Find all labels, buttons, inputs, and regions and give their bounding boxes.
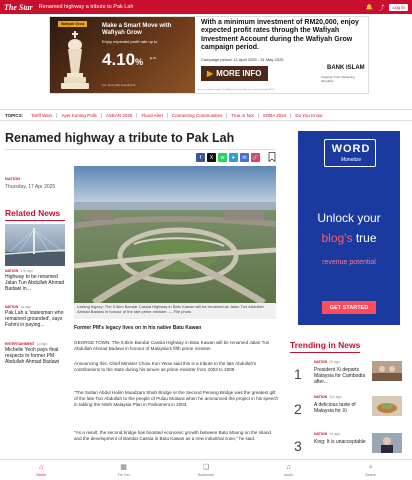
topic-link[interactable]: ASEAN 2025 (101, 113, 137, 118)
article-section-tag[interactable]: NATION (5, 176, 21, 181)
trending-thumbnail (372, 433, 402, 453)
for-you-icon: ▦ (120, 463, 127, 471)
facebook-icon[interactable]: f (196, 153, 205, 162)
article-paragraph: Announcing this, Chief Minister Chow Kon Yeow said this is a tribute to the late Abdullah's contributions to the state during his tenure as prime minister from 2003 to 2009. (74, 361, 257, 372)
ad-rate-pa: p.a. (150, 55, 157, 60)
divider (290, 352, 360, 353)
nav-for-you[interactable] (82, 460, 164, 480)
topics-label: TOPICS: (5, 112, 24, 118)
nav-label: Bookmark (198, 472, 214, 477)
share-buttons (196, 153, 260, 162)
article-date: Thursday, 17 Apr 2025 (5, 184, 56, 190)
trending-item[interactable]: 3 NATION 1d ago King: It is unacceptable (290, 432, 402, 464)
ad-campaign-period: Campaign period: 11 April 2025 - 31 May 2025 (201, 57, 284, 62)
trending-item[interactable]: 1 NATION 2h ago President Xi departs Malaysia for Cambodia after... (290, 360, 402, 392)
ad-rate: 4.10% (102, 50, 144, 69)
article-paragraph: "The Sultan Abdul Halim Muadzam Shah Bridge or the Second Penang Bridge was the greatest gift of the late Tun Abdullah to the people of Pulau Mutiara when he announced the project in his speech in tabling the Ninth Malaysia Plan in Parliament in 2003. (74, 390, 279, 407)
nav-search[interactable] (330, 460, 412, 480)
topics-bar (0, 109, 412, 121)
site-logo[interactable]: The Star (4, 2, 33, 12)
side-ad-line2: blog's true (321, 231, 377, 245)
nav-label: For You (117, 472, 130, 477)
article-headline: Renamed highway a tribute to Pak Lah (5, 131, 235, 145)
ad-bank-logo: BANK ISLAM (327, 65, 365, 71)
bell-icon[interactable]: 🔔 (365, 4, 374, 11)
side-ad-line3: revenue potential (322, 259, 376, 266)
topic-link[interactable]: Tariff Wars (31, 112, 53, 118)
trending-thumbnail (372, 396, 402, 416)
ad-bank-tagline: Inspiring Trust. Reflecting Simplicity. (321, 75, 355, 83)
ad-tenure-note: For 12-month investment (102, 83, 136, 87)
topic-link[interactable]: True or Not (226, 113, 258, 118)
side-ad-logo: WORD Monetize (324, 139, 376, 167)
topic-link[interactable]: Ayer Kuning Polls (56, 113, 100, 118)
photo-caption: Lasting legacy: The 5.5km Bandar Cassia Highway in Batu Kawan will be renamed as Jalan Tun Abdullah Ahmad Badawi in honour of the late prime minister. — File photo (74, 303, 276, 319)
home-icon: ⌂ (39, 463, 44, 471)
topbar-actions (365, 3, 408, 12)
nav-label: Home (36, 472, 46, 477)
side-ad-cta-button[interactable]: GET STARTED (322, 301, 376, 314)
related-news-item[interactable]: NATION 1d ago Pak Lah a 'statesman who remained grounded', says Fahmi in paying... (5, 305, 64, 328)
link-icon[interactable]: 🔗 (252, 154, 259, 161)
nav-home[interactable] (0, 460, 82, 480)
bookmark-icon: ❏ (202, 463, 210, 471)
ad-brand-tag: Wafiyah Grow (58, 21, 87, 27)
ad-banner[interactable] (49, 16, 369, 94)
related-news-title: Related News (5, 208, 61, 218)
topic-link[interactable]: SOBA 2024 (258, 113, 291, 118)
article-photo[interactable] (74, 166, 276, 303)
login-button[interactable]: Log In (389, 4, 408, 11)
topic-link[interactable]: Do You Know (290, 113, 326, 118)
arrow-right-icon: ▶ (207, 69, 214, 78)
article-paragraph: GEORGE TOWN: The 5.5km Bandar Cassia Highway in Batu Kawan will be renamed Jalan Tun Abdullah Ahmad Badawi in honour of Malaysia's fifth prime minister. (74, 340, 270, 351)
search-icon: ⌕ (368, 463, 373, 471)
bookmark-icon[interactable] (268, 152, 276, 162)
ad-subline: Enjoy expected profit rate up to (102, 39, 158, 44)
nav-audio[interactable] (247, 460, 329, 480)
nav-label: Audio (283, 472, 293, 477)
article-lead: Former PM's legacy lives on in his native Batu Kawan (74, 325, 202, 331)
related-news-image[interactable] (5, 224, 65, 266)
related-news-item[interactable]: NATION 17h ago Highway to be renamed Jalan Tun Abdullah Ahmad Badawi in... (5, 269, 65, 292)
topbar-title: Renamed highway a tribute to Pak Lah (38, 4, 134, 10)
side-ad[interactable] (298, 131, 400, 325)
ad-body-text: With a minimum investment of RM20,000, enjoy expected profit rates through the Wafiyah Investment Account during the Wafiyah Grow campaign period. (201, 19, 359, 52)
divider (5, 220, 65, 221)
top-bar (0, 0, 412, 14)
bottom-navigation (0, 459, 412, 480)
ad-more-info-button[interactable]: ▶ MORE INFO (201, 66, 268, 81)
trending-thumbnail (372, 361, 402, 381)
divider (5, 149, 275, 150)
share-icon[interactable]: ⤴ (378, 5, 385, 12)
topic-link[interactable]: Flood Alert (136, 113, 167, 118)
telegram-icon[interactable]: ➤ (229, 153, 238, 162)
ad-headline: Make a Smart Move with Wafiyah Grow (102, 23, 172, 36)
ad-banner-left (50, 17, 195, 93)
audio-icon: ♫ (285, 463, 292, 471)
topic-link[interactable]: Connecting Communities (167, 113, 226, 118)
nav-label: Search (365, 472, 377, 477)
chess-king-icon (58, 31, 92, 91)
whatsapp-icon[interactable]: w (218, 153, 227, 162)
trending-title: Trending in News (290, 340, 361, 350)
ad-fine-print: Terms and conditions apply. The Wafiyah Investment Account is not protected by PIDM. (197, 89, 275, 91)
article-paragraph: "As a result, the second bridge has boosted economic growth between Batu Maung on the Island and the development of Bandar Cassia in Batu Kawan as a new industrial zone," he said. (74, 430, 271, 441)
ad-banner-right (195, 17, 368, 93)
side-ad-line1: Unlock your (317, 211, 381, 225)
x-icon[interactable]: X (207, 153, 216, 162)
related-news-item[interactable]: ENTERTAINMENT 1d ago Michelle Yeoh pays final respects to former PM Abdullah Ahmad Badawi (5, 342, 60, 365)
email-icon[interactable]: ✉ (240, 153, 249, 162)
nav-bookmark[interactable] (165, 460, 247, 480)
trending-item[interactable]: 2 NATION 11h ago A delicious taste of Malaysia for Xi (290, 395, 402, 427)
